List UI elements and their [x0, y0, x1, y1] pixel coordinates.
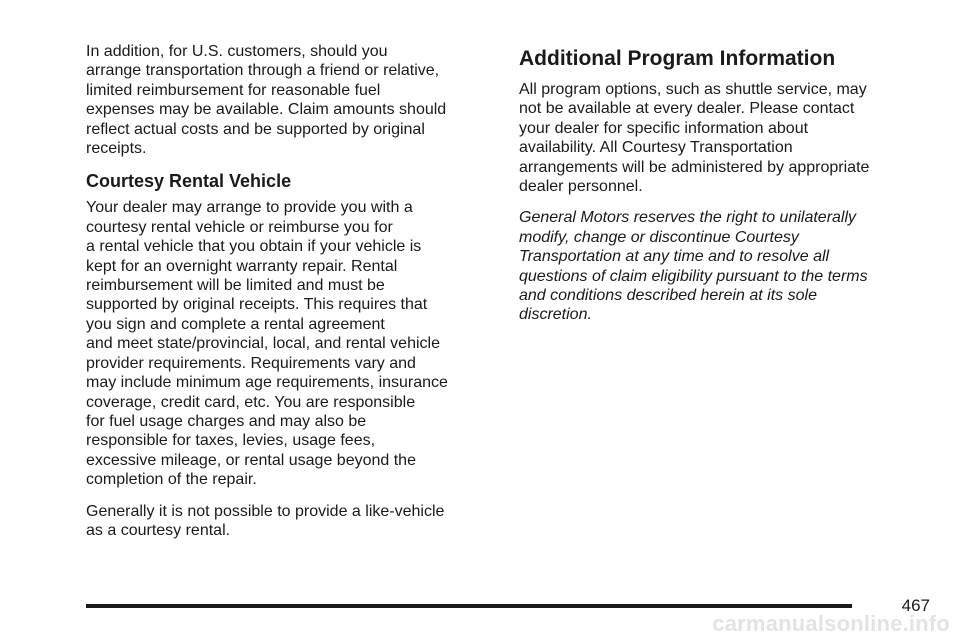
like-vehicle-paragraph: Generally it is not possible to provide a like-vehicle as a courtesy rental. — [86, 502, 445, 539]
intro-paragraph: In addition, for U.S. customers, should you arrange transportation through a friend or relative, limited reimbursement for reasonable fuel expenses may be available. Claim amounts should reflect actual costs and be supported by original receipts. — [86, 43, 447, 158]
left-column — [86, 42, 498, 552]
footer-rule — [86, 604, 852, 608]
additional-program-heading: Additional Program Information — [519, 47, 836, 70]
page-number: 467 — [901, 596, 930, 615]
watermark-text: carmanualsonline.info — [712, 611, 950, 636]
right-column — [519, 42, 931, 337]
courtesy-rental-paragraph: Your dealer may arrange to provide you with a courtesy rental vehicle or reimburse you for a rental vehicle that you obtain if your vehicle is kept for an overnight warranty repair. Rental reimbursement will be limited and must be supported by original receipts. This requires that you sign and complete a rental agreement and meet state/provincial, local, and rental vehicle provider requirements. Requirements vary and may include minimum age requirements, insurance coverage, credit card, etc. You are responsible for fuel usage charges and may also be responsible for taxes, levies, usage fees, excessive mileage, or rental usage beyond the completion of the repair. — [86, 199, 448, 489]
program-options-paragraph: All program options, such as shuttle service, may not be available at every dealer. Please contact your dealer for specific information about availability. All Courtesy Transportation arrangements will be administered by appropriate dealer personnel. — [519, 81, 870, 196]
gm-disclaimer-paragraph: General Motors reserves the right to unilaterally modify, change or discontinue Courtesy Transportation at any time and to resolve all questions of claim eligibility pursuant to the terms and conditions described herein at its sole discretion. — [519, 209, 868, 324]
courtesy-rental-heading: Courtesy Rental Vehicle — [86, 171, 292, 192]
